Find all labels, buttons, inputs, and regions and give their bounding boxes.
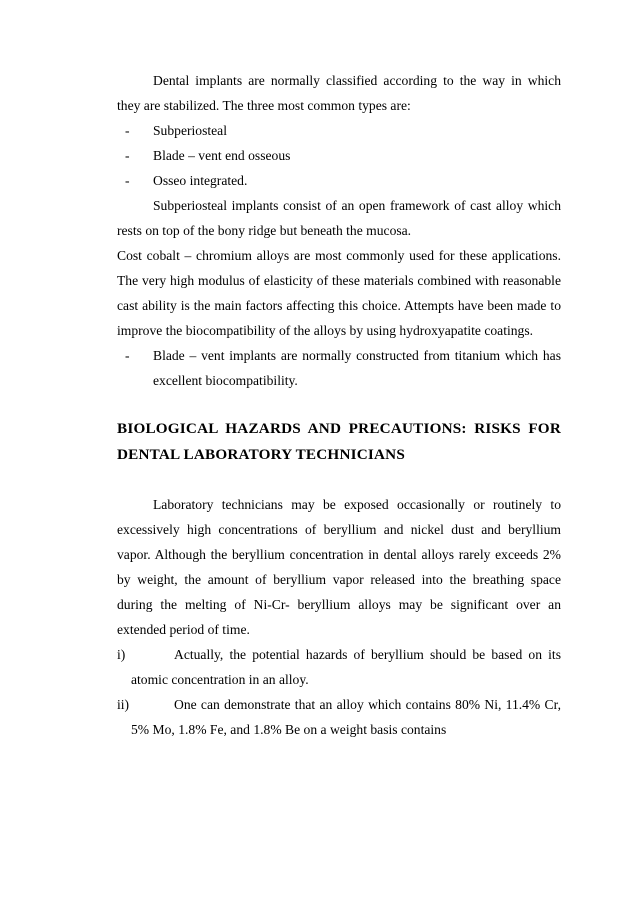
section-heading: BIOLOGICAL HAZARDS AND PRECAUTIONS: RISKS FOR DENTAL LABORATORY TECHNICIANS (117, 420, 561, 463)
item-text (117, 692, 561, 742)
dash-bullet: - (125, 173, 130, 188)
implant-types-list (117, 118, 561, 193)
dash-bullet: - (125, 348, 130, 363)
list-item-text: Blade – vent implants are normally constructed from titanium which has excellent biocompatibility. (153, 348, 561, 388)
list-item (117, 118, 561, 143)
item-text-content: One can demonstrate that an alloy which contains 80% Ni, 11.4% Cr, 5% Mo, 1.8% Fe, and 1.8% Be on a weight basis contains (131, 697, 561, 737)
item-text-content: Actually, the potential hazards of beryllium should be based on its atomic concentration in an alloy. (131, 647, 561, 687)
dash-bullet: - (125, 148, 130, 163)
dash-bullet: - (125, 123, 130, 138)
list-item-text: Blade – vent end osseous (153, 148, 291, 163)
list-item (117, 143, 561, 168)
paragraph-cobalt-chromium: Cost cobalt – chromium alloys are most commonly used for these applications. The very high modulus of elasticity of these materials combined with reasonable cast ability is the main factors affecting this choice. Attempts have been made to improve the biocompatibility of the alloys by using hydroxyapatite coatings. (117, 248, 561, 338)
list-item-text: Subperiosteal (153, 123, 227, 138)
item-text (117, 642, 561, 692)
numbered-item (117, 642, 561, 692)
list-item (117, 343, 561, 393)
document-page (117, 68, 561, 742)
blade-vent-list (117, 343, 561, 393)
item-number: ii) (117, 697, 130, 712)
paragraph-subperiosteal: Subperiosteal implants consist of an open framework of cast alloy which rests on top of the bony ridge but beneath the mucosa. (117, 198, 561, 238)
paragraph-implant-classification: Dental implants are normally classified according to the way in which they are stabilized. The three most common types are: (117, 73, 561, 113)
numbered-item (117, 692, 561, 742)
item-number: i) (117, 647, 126, 662)
paragraph-lab-technicians: Laboratory technicians may be exposed occasionally or routinely to excessively high concentrations of beryllium and nickel dust and beryllium vapor. Although the beryllium concentration in dental alloys rarely exceeds 2% by weight, the amount of beryllium vapor released into the breathing space during the melting of Ni-Cr- beryllium alloys may be significant over an extended period of time. (117, 497, 561, 637)
list-item (117, 168, 561, 193)
list-item-text: Osseo integrated. (153, 173, 248, 188)
